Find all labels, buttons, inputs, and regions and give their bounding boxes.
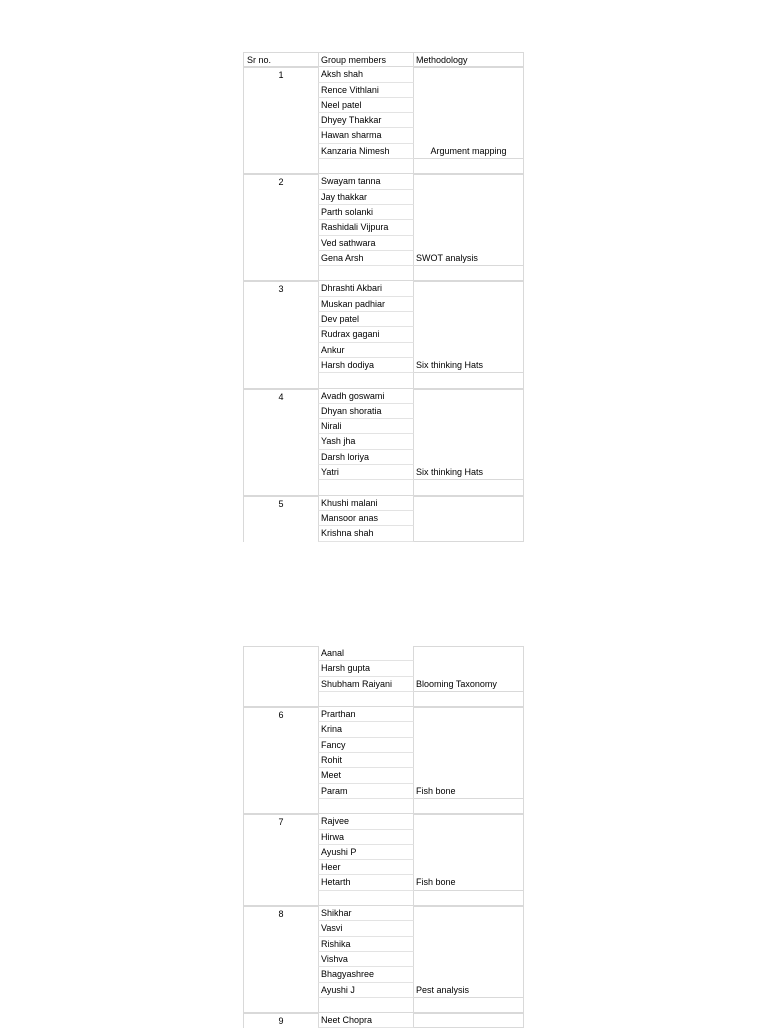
member-name-cell: Darsh loriya (318, 450, 414, 465)
group-table-page-1 (243, 52, 524, 542)
sr-no-cell (243, 404, 318, 419)
member-name-cell (318, 266, 414, 281)
sr-no-cell (243, 875, 318, 890)
methodology-cell (414, 174, 524, 189)
member-name-cell: Heer (318, 860, 414, 875)
table-row (243, 496, 524, 511)
table-row (243, 677, 524, 692)
member-name-cell: Prarthan (318, 707, 414, 722)
sr-no-cell (243, 692, 318, 707)
methodology-cell (414, 906, 524, 921)
table-row (243, 875, 524, 890)
sr-no-cell (243, 738, 318, 753)
member-name-cell (318, 159, 414, 174)
member-name-cell: Dev patel (318, 312, 414, 327)
sr-no-cell (243, 967, 318, 982)
methodology-cell: Pest analysis (414, 983, 524, 998)
member-name-cell: Rishika (318, 937, 414, 952)
member-name-cell: Ayushi J (318, 983, 414, 998)
member-name-cell: Hetarth (318, 875, 414, 890)
methodology-cell (414, 661, 524, 676)
table-row (243, 722, 524, 737)
sr-no-cell (243, 83, 318, 98)
sr-no-cell (243, 327, 318, 342)
methodology-cell (414, 722, 524, 737)
table-row (243, 297, 524, 312)
member-name-cell: Harsh gupta (318, 661, 414, 676)
sr-no-cell: 2 (243, 174, 318, 189)
table-row (243, 358, 524, 373)
table-row (243, 67, 524, 82)
member-name-cell (318, 480, 414, 495)
sr-no-cell (243, 373, 318, 388)
member-name-cell: Dhyan shoratia (318, 404, 414, 419)
table-row (243, 906, 524, 921)
sr-no-cell (243, 799, 318, 814)
methodology-cell (414, 646, 524, 661)
sr-no-cell (243, 236, 318, 251)
table-body (243, 67, 524, 541)
separator-row (243, 891, 524, 906)
sr-no-cell (243, 937, 318, 952)
methodology-cell (414, 205, 524, 220)
methodology-cell (414, 480, 524, 495)
methodology-cell (414, 860, 524, 875)
table-row (243, 450, 524, 465)
methodology-cell (414, 952, 524, 967)
table-row (243, 98, 524, 113)
table-row (243, 646, 524, 661)
member-name-cell: Hirwa (318, 830, 414, 845)
methodology-cell (414, 128, 524, 143)
sr-no-cell: 8 (243, 906, 318, 921)
sr-no-cell (243, 98, 318, 113)
table-row (243, 526, 524, 541)
table-row (243, 251, 524, 266)
sr-no-cell (243, 266, 318, 281)
member-name-cell: Harsh dodiya (318, 358, 414, 373)
methodology-cell (414, 768, 524, 783)
methodology-cell: Blooming Taxonomy (414, 677, 524, 692)
methodology-cell (414, 236, 524, 251)
methodology-cell (414, 98, 524, 113)
member-name-cell: Aanal (318, 646, 414, 661)
member-name-cell: Khushi malani (318, 496, 414, 511)
table-row (243, 128, 524, 143)
separator-row (243, 373, 524, 388)
group-table-page-2 (243, 646, 524, 1028)
member-name-cell: Kanzaria Nimesh (318, 144, 414, 159)
sr-no-cell (243, 251, 318, 266)
table-row (243, 1013, 524, 1028)
separator-row (243, 159, 524, 174)
methodology-cell (414, 526, 524, 541)
member-name-cell: Vasvi (318, 921, 414, 936)
table-body (243, 646, 524, 1028)
sr-no-cell (243, 998, 318, 1013)
methodology-cell (414, 830, 524, 845)
methodology-cell (414, 113, 524, 128)
sr-no-cell (243, 722, 318, 737)
separator-row (243, 998, 524, 1013)
member-name-cell: Krishna shah (318, 526, 414, 541)
sr-no-cell: 1 (243, 67, 318, 82)
member-name-cell: Mansoor anas (318, 511, 414, 526)
member-name-cell: Krina (318, 722, 414, 737)
sr-no-cell: 4 (243, 389, 318, 404)
table-row (243, 768, 524, 783)
sr-no-cell (243, 159, 318, 174)
table-row (243, 511, 524, 526)
member-name-cell: Rashidali Vijpura (318, 220, 414, 235)
methodology-cell (414, 389, 524, 404)
separator-row (243, 799, 524, 814)
table-row (243, 465, 524, 480)
table-row (243, 967, 524, 982)
table-row (243, 784, 524, 799)
table-row (243, 952, 524, 967)
sr-no-cell (243, 768, 318, 783)
sr-no-cell (243, 480, 318, 495)
member-name-cell: Neel patel (318, 98, 414, 113)
table-row (243, 327, 524, 342)
member-name-cell (318, 891, 414, 906)
member-name-cell: Vishva (318, 952, 414, 967)
methodology-cell: Fish bone (414, 875, 524, 890)
methodology-cell (414, 753, 524, 768)
sr-no-cell (243, 419, 318, 434)
member-name-cell: Shikhar (318, 906, 414, 921)
member-name-cell: Ankur (318, 343, 414, 358)
methodology-cell (414, 343, 524, 358)
table-row (243, 434, 524, 449)
sr-no-cell (243, 220, 318, 235)
member-name-cell: Hawan sharma (318, 128, 414, 143)
member-name-cell: Dhrashti Akbari (318, 281, 414, 296)
table-row (243, 983, 524, 998)
methodology-cell: Six thinking Hats (414, 465, 524, 480)
sr-no-cell (243, 753, 318, 768)
sr-no-cell (243, 190, 318, 205)
sr-no-cell (243, 465, 318, 480)
member-name-cell: Rudrax gagani (318, 327, 414, 342)
sr-no-cell (243, 205, 318, 220)
member-name-cell: Rohit (318, 753, 414, 768)
table-row (243, 220, 524, 235)
methodology-cell (414, 83, 524, 98)
methodology-cell (414, 845, 524, 860)
sr-no-cell (243, 830, 318, 845)
member-name-cell: Swayam tanna (318, 174, 414, 189)
member-name-cell: Param (318, 784, 414, 799)
member-name-cell: Bhagyashree (318, 967, 414, 982)
sr-no-cell (243, 921, 318, 936)
methodology-cell (414, 799, 524, 814)
methodology-cell (414, 496, 524, 511)
member-name-cell (318, 373, 414, 388)
methodology-cell (414, 327, 524, 342)
table-row (243, 860, 524, 875)
separator-row (243, 266, 524, 281)
methodology-cell (414, 891, 524, 906)
table-row (243, 236, 524, 251)
member-name-cell: Dhyey Thakkar (318, 113, 414, 128)
table-row (243, 661, 524, 676)
table-row (243, 830, 524, 845)
methodology-cell (414, 419, 524, 434)
table-row (243, 814, 524, 829)
sr-no-cell (243, 891, 318, 906)
methodology-cell (414, 404, 524, 419)
methodology-cell: SWOT analysis (414, 251, 524, 266)
header-group-members: Group members (318, 52, 414, 67)
member-name-cell: Shubham Raiyani (318, 677, 414, 692)
sr-no-cell (243, 860, 318, 875)
member-name-cell: Rence Vithlani (318, 83, 414, 98)
member-name-cell: Aksh shah (318, 67, 414, 82)
methodology-cell (414, 998, 524, 1013)
sr-no-cell (243, 845, 318, 860)
member-name-cell: Fancy (318, 738, 414, 753)
member-name-cell: Gena Arsh (318, 251, 414, 266)
sr-no-cell (243, 434, 318, 449)
table-row (243, 419, 524, 434)
methodology-cell (414, 266, 524, 281)
sr-no-cell: 9 (243, 1013, 318, 1028)
sr-no-cell (243, 952, 318, 967)
member-name-cell: Ayushi P (318, 845, 414, 860)
sr-no-cell (243, 312, 318, 327)
member-name-cell (318, 998, 414, 1013)
sr-no-cell (243, 450, 318, 465)
methodology-cell (414, 692, 524, 707)
member-name-cell: Yash jha (318, 434, 414, 449)
table-row (243, 343, 524, 358)
sr-no-cell (243, 113, 318, 128)
header-methodology: Methodology (414, 52, 524, 67)
methodology-cell (414, 450, 524, 465)
sr-no-cell: 7 (243, 814, 318, 829)
member-name-cell: Jay thakkar (318, 190, 414, 205)
methodology-cell (414, 738, 524, 753)
methodology-cell (414, 159, 524, 174)
methodology-cell (414, 707, 524, 722)
methodology-cell: Six thinking Hats (414, 358, 524, 373)
table-row (243, 845, 524, 860)
member-name-cell: Avadh goswami (318, 389, 414, 404)
methodology-cell (414, 511, 524, 526)
table-row (243, 921, 524, 936)
sr-no-cell: 6 (243, 707, 318, 722)
table-row (243, 174, 524, 189)
table-row (243, 707, 524, 722)
table-row (243, 281, 524, 296)
member-name-cell: Neet Chopra (318, 1013, 414, 1028)
sr-no-cell: 3 (243, 281, 318, 296)
table-row (243, 738, 524, 753)
table-row (243, 190, 524, 205)
methodology-cell (414, 921, 524, 936)
methodology-cell (414, 814, 524, 829)
sr-no-cell (243, 511, 318, 526)
table-row (243, 389, 524, 404)
sr-no-cell: 5 (243, 496, 318, 511)
methodology-cell (414, 297, 524, 312)
member-name-cell: Rajvee (318, 814, 414, 829)
sr-no-cell (243, 646, 318, 661)
methodology-cell (414, 67, 524, 82)
member-name-cell (318, 799, 414, 814)
methodology-cell (414, 281, 524, 296)
table-row (243, 937, 524, 952)
methodology-cell (414, 967, 524, 982)
member-name-cell: Yatri (318, 465, 414, 480)
sr-no-cell (243, 343, 318, 358)
separator-row (243, 692, 524, 707)
member-name-cell (318, 692, 414, 707)
sr-no-cell (243, 784, 318, 799)
sr-no-cell (243, 297, 318, 312)
sr-no-cell (243, 144, 318, 159)
member-name-cell: Nirali (318, 419, 414, 434)
methodology-cell (414, 1013, 524, 1028)
table-row (243, 113, 524, 128)
methodology-cell: Fish bone (414, 784, 524, 799)
methodology-cell (414, 373, 524, 388)
sr-no-cell (243, 128, 318, 143)
sr-no-cell (243, 526, 318, 541)
header-row (243, 52, 524, 67)
member-name-cell: Ved sathwara (318, 236, 414, 251)
separator-row (243, 480, 524, 495)
table-row (243, 205, 524, 220)
sr-no-cell (243, 661, 318, 676)
sr-no-cell (243, 677, 318, 692)
methodology-cell (414, 190, 524, 205)
sr-no-cell (243, 358, 318, 373)
header-sr-no: Sr no. (243, 52, 318, 67)
table-row (243, 753, 524, 768)
methodology-cell (414, 434, 524, 449)
table-row (243, 144, 524, 159)
methodology-cell (414, 220, 524, 235)
table-row (243, 404, 524, 419)
methodology-cell: Argument mapping (414, 144, 524, 159)
methodology-cell (414, 937, 524, 952)
table-row (243, 83, 524, 98)
methodology-cell (414, 312, 524, 327)
sr-no-cell (243, 983, 318, 998)
member-name-cell: Muskan padhiar (318, 297, 414, 312)
table-row (243, 312, 524, 327)
member-name-cell: Meet (318, 768, 414, 783)
member-name-cell: Parth solanki (318, 205, 414, 220)
